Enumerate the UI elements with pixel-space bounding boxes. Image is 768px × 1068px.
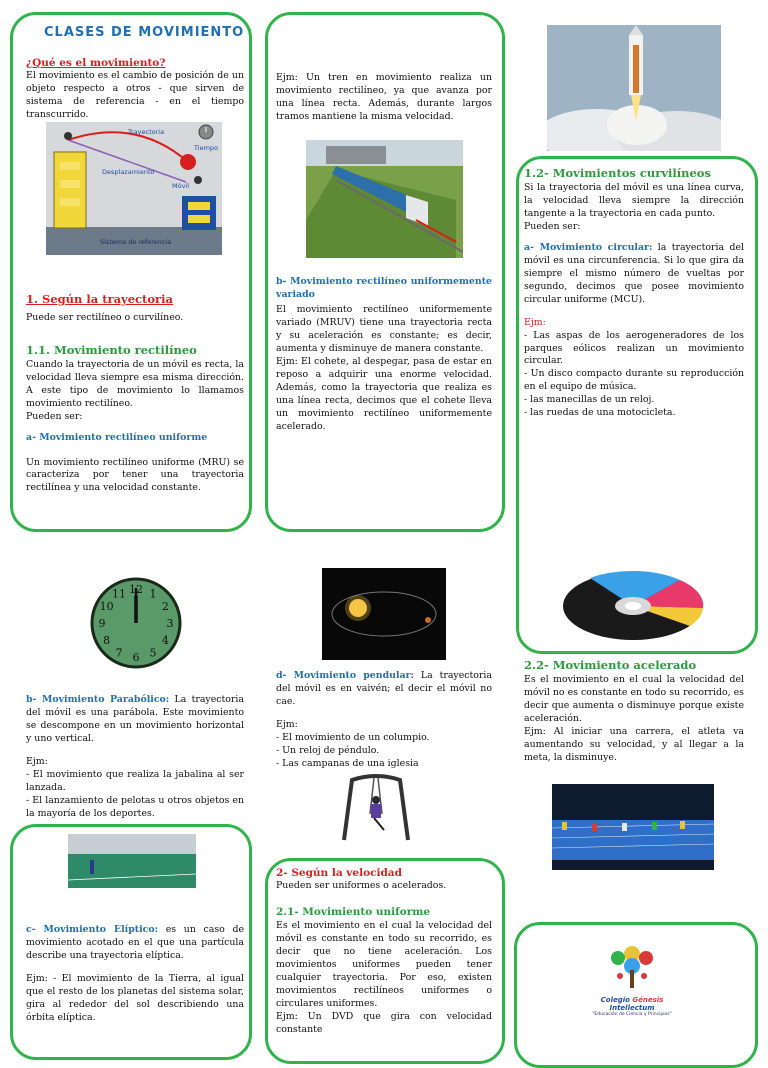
clock-numeral: 7 <box>115 646 123 660</box>
col3-body <box>524 166 744 420</box>
circular-examples <box>524 330 744 421</box>
javelin-photo <box>68 834 196 888</box>
clock-numeral: 11 <box>112 587 126 601</box>
clock-numeral: 12 <box>129 583 143 596</box>
circular-label: a- Movimiento circular: <box>524 241 653 253</box>
list-item: - las manecillas de un reloj. <box>524 394 655 406</box>
parabolic-ejm2: - El lanzamiento de pelotas u otros objetos en la mayoría de los deportes. <box>26 794 244 819</box>
tree-icon <box>584 944 680 992</box>
section11-heading: 1.1. Movimiento rectilíneo <box>26 342 197 357</box>
col2-top <box>276 72 492 130</box>
col1-body <box>26 292 244 501</box>
curvilinear-text: Si la trayectoria del móvil es una línea curva, la velocidad lleva siempre la dirección tangente a la trayectoria en cada punto. <box>524 181 744 219</box>
school-logo <box>584 944 680 1016</box>
pendular-label: d- Movimiento pendular: <box>276 670 414 681</box>
list-item: - las ruedas de una motocicleta. <box>524 407 676 419</box>
diagram-label-trayectoria: Trayectoria <box>128 128 165 136</box>
mruv-example: Ejm: El cohete, al despegar, pasa de estar en reposo a adquirir una enorme velocidad. Además, como la trayectoria que realiza es una línea recta, decimos que el cohete lleva un movimiento rectilíneo uniformemente acelerado. <box>276 355 492 432</box>
accelerated-text: Es el movimiento en el cual la velocidad del móvil no es constante en todo su recorrido, es decir que aumenta o disminuye porque existe aceleración. <box>524 673 744 724</box>
section11-can: Pueden ser: <box>26 410 83 422</box>
parabolic-ejm1: - El movimiento que realiza la jabalina al ser lanzada. <box>26 768 244 793</box>
parabolic-ejm: Ejm: <box>26 755 48 767</box>
swing-image <box>338 772 414 842</box>
mruv-heading: b- Movimiento rectilíneo uniformemente variado <box>276 276 492 300</box>
page-title: CLASES DE MOVIMIENTO <box>44 25 245 40</box>
trajectory-diagram <box>46 122 222 255</box>
uniform-heading: 2.1- Movimiento uniforme <box>276 906 431 919</box>
section1-text: Puede ser rectilíneo o curvilíneo. <box>26 311 184 323</box>
col1-intro <box>26 56 244 128</box>
logo-motto: "Educación de Ciencia y Principios" <box>592 1012 672 1017</box>
clock-numeral: 8 <box>103 634 111 647</box>
parabolic-text: La trayectoria del móvil es una parábola. Este movimiento se descompone en un movimiento horizontal y uno vertical. <box>26 694 244 744</box>
accelerated-example: Ejm: Al iniciar una carrera, el atleta va aumentando su velocidad, y al llegar a la meta, la disminuye. <box>524 725 744 763</box>
list-item: - Un disco compacto durante su reproducción en el equipo de música. <box>524 368 744 393</box>
clock-numeral: 1 <box>149 587 157 601</box>
rocket-photo <box>547 25 721 151</box>
parabolic-label: b- Movimiento Parabólico: <box>26 694 170 705</box>
logo-name <box>584 996 680 1012</box>
question-text: El movimiento es el cambio de posición de un objeto respecto a otros - que sirven de sistema de referencia - en el tiempo transcurrido. <box>26 70 244 121</box>
elliptic-text: es un caso de movimiento acotado en el que una partícula describe una trayectoria elíptica. <box>26 924 245 961</box>
section1-heading: 1. Según la trayectoria <box>26 292 173 306</box>
curvilinear-can: Pueden ser: <box>524 220 581 232</box>
question-heading: ¿Qué es el movimiento? <box>26 57 166 69</box>
mru-heading: a- Movimiento rectilíneo uniforme <box>26 431 208 443</box>
list-item: - Las aspas de los aerogeneradores de los parques eólicos realizan un movimiento circular. <box>524 329 744 367</box>
list-item: - Las campanas de una iglesia <box>276 757 419 769</box>
elliptic-paragraph <box>26 924 244 963</box>
list-item: - El movimiento de un columpio. <box>276 731 430 743</box>
bot1-text <box>26 924 244 1031</box>
mid3-text <box>524 658 744 771</box>
train-photo <box>306 140 463 258</box>
bot2-text <box>276 866 492 1043</box>
clock-image <box>86 576 186 670</box>
velocity-text: Pueden ser uniformes o acelerados. <box>276 880 447 892</box>
accelerated-heading: 2.2- Movimiento acelerado <box>524 658 697 672</box>
diagram-label-movil: Móvil <box>172 182 190 190</box>
section11-text: Cuando la trayectoria de un móvil es recta, la velocidad lleva siempre esa misma dirección. A este tipo de movimiento lo llamamos movimiento rectilíneo. <box>26 358 244 409</box>
race-photo <box>552 784 714 870</box>
list-item: - Un reloj de péndulo. <box>276 744 380 756</box>
circular-paragraph <box>524 242 744 307</box>
clock-numeral: 6 <box>132 651 140 664</box>
mid1-text <box>26 694 244 827</box>
clock-numeral: 2 <box>161 600 169 613</box>
velocity-heading: 2- Según la velocidad <box>276 867 402 879</box>
pendular-ejm: Ejm: <box>276 718 298 730</box>
circular-text: la trayectoria del móvil es una circunferencia. Si lo que gira da siempre el mismo número de vueltas por segundo, decimos que posee movimiento circular uniforme (MCU). <box>524 241 744 305</box>
col2-body <box>276 276 492 440</box>
clock-numeral: 10 <box>99 600 114 613</box>
pendular-text: La trayectoria del móvil es en vaivén; el decir el móvil no cae. <box>276 670 492 707</box>
logo-name-1: Colegio <box>600 996 630 1004</box>
logo-name-2: Génesis <box>632 996 664 1004</box>
cd-disc-image <box>560 568 706 644</box>
clock-numeral: 9 <box>98 617 106 630</box>
orbit-image <box>322 568 446 660</box>
mruv-text: El movimiento rectilíneo uniformemente variado (MRUV) tiene una trayectoria recta y su aceleración es constante; es decir, aumenta y disminuye de manera constante. <box>276 303 492 354</box>
train-example: Ejm: Un tren en movimiento realiza un movimiento rectilíneo, ya que avanza por una línea recta. Además, durante largos tramos mantiene la misma velocidad. <box>276 72 492 122</box>
mru-text: Un movimiento rectilíneo uniforme (MRU) se caracteriza por tener una trayectoria rectilínea y una velocidad constante. <box>26 456 244 494</box>
pendular-paragraph <box>276 670 492 709</box>
uniform-example: Ejm: Un DVD que gira con velocidad constante <box>276 1010 492 1035</box>
clock-numeral: 5 <box>149 646 157 660</box>
mid2-text <box>276 670 492 771</box>
diagram-label-tiempo: Tiempo <box>194 144 219 152</box>
parabolic-paragraph <box>26 694 244 746</box>
logo-name-3: Intellectum <box>609 1004 655 1012</box>
diagram-label-sistema: Sistema de referencia <box>100 238 172 246</box>
clock-numeral: 3 <box>166 617 174 630</box>
clock-numeral: 4 <box>161 634 169 647</box>
uniform-text: Es el movimiento en el cual la velocidad del móvil es constante en todo su recorrido, es decir que no tiene aceleración. Los movimientos uniformes pueden tener cualquier trayectoria. Por eso, existen movimientos rectilíneos uniformes o circulares uniformes. <box>276 919 492 1009</box>
diagram-label-desplazamiento: Desplazamiento <box>102 168 155 176</box>
elliptic-example: Ejm: - El movimiento de la Tierra, al igual que el resto de los planetas del sistema solar, gira al rededor del sol describiendo una órbita elíptica. <box>26 972 244 1023</box>
circular-ejm-label: Ejm: <box>524 316 546 328</box>
curvilinear-heading: 1.2- Movimientos curvilíneos <box>524 166 711 180</box>
elliptic-label: c- Movimiento Elíptico: <box>26 924 159 935</box>
